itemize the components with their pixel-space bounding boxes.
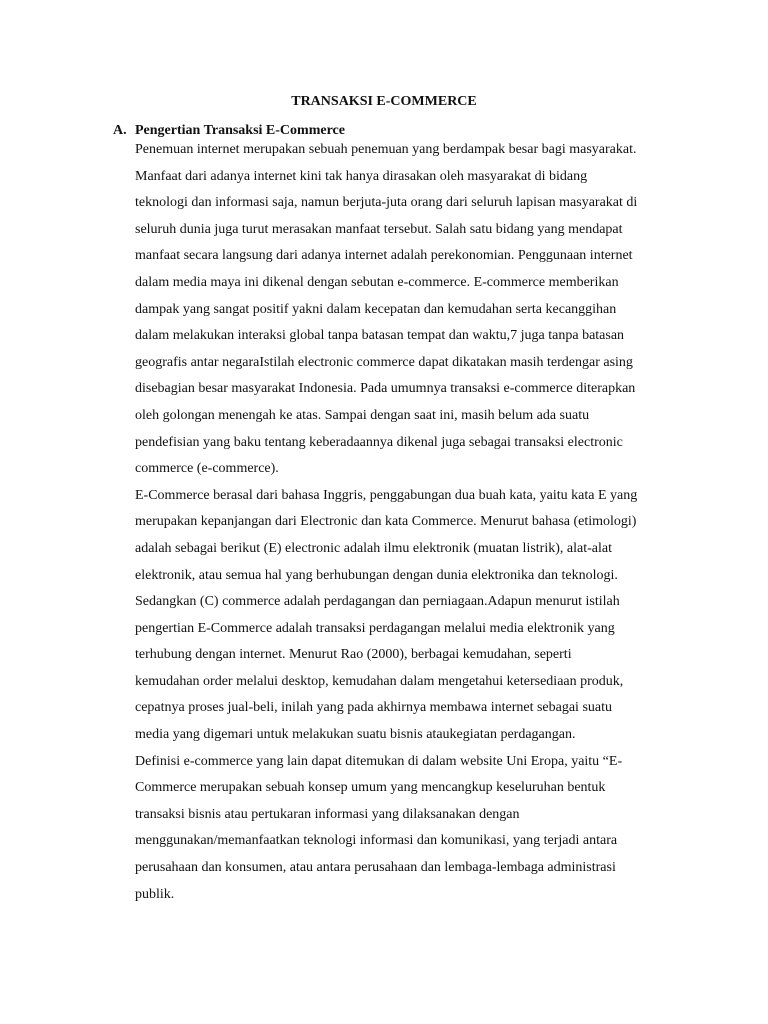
body-line: oleh golongan menengah ke atas. Sampai dengan saat ini, masih belum ada suatu: [135, 407, 590, 423]
body-line: Sedangkan (C) commerce adalah perdagangan dan perniagaan.Adapun menurut istilah: [135, 594, 620, 610]
body-line: dalam melakukan interaksi global tanpa batasan tempat dan waktu,7 juga tanpa batasan: [135, 328, 625, 344]
body-line: adalah sebagai berikut (E) electronic adalah ilmu elektronik (muatan listrik), alat-alat: [135, 540, 612, 556]
body-line: kemudahan order melalui desktop, kemudahan dalam mengetahui ketersediaan produk,: [135, 673, 624, 689]
body-line: dampak yang sangat positif yakni dalam kecepatan dan kemudahan serta kecanggihan: [135, 301, 617, 317]
body-line: Commerce merupakan sebuah konsep umum yang mencangkup keseluruhan bentuk: [135, 780, 606, 796]
body-line: Manfaat dari adanya internet kini tak hanya dirasakan oleh masyarakat di bidang: [135, 168, 588, 184]
section-body: [135, 137, 693, 908]
body-line: pendefisian yang baku tentang keberadaannya dikenal juga sebagai transaksi electronic: [135, 434, 623, 450]
body-line: publik.: [135, 886, 175, 902]
document-title: TRANSAKSI E-COMMERCE: [291, 94, 477, 109]
body-line: Penemuan internet merupakan sebuah penemuan yang berdampak besar bagi masyarakat.: [135, 142, 637, 157]
section-heading-text: Pengertian Transaksi E-Commerce: [135, 123, 345, 138]
section-a: [113, 121, 693, 908]
body-line: manfaat secara langsung dari adanya internet adalah perekonomian. Penggunaan internet: [135, 248, 633, 264]
body-line: seluruh dunia juga turut merasakan manfaat tersebut. Salah satu bidang yang mendapat: [135, 221, 623, 237]
body-line: cepatnya proses jual-beli, inilah yang pada akhirnya membawa internet sebagai suatu: [135, 700, 612, 716]
body-line: terhubung dengan internet. Menurut Rao (2000), berbagai kemudahan, seperti: [135, 647, 572, 663]
body-line: merupakan kepanjangan dari Electronic dan kata Commerce. Menurut bahasa (etimologi): [135, 514, 637, 530]
body-line: pengertian E-Commerce adalah transaksi perdagangan melalui media elektronik yang: [135, 620, 615, 636]
body-line: teknologi dan informasi saja, namun berjuta-juta orang dari seluruh lapisan masyarakat di: [135, 195, 638, 211]
body-line: media yang digemari untuk melakukan suatu bisnis ataukegiatan perdagangan.: [135, 727, 576, 743]
body-line: disebagian besar masyarakat Indonesia. Pada umumnya transaksi e-commerce diterapkan: [135, 381, 636, 397]
body-line: elektronik, atau semua hal yang berhubungan dengan dunia elektronika dan teknologi.: [135, 567, 618, 583]
body-line: geografis antar negaraIstilah electronic commerce dapat dikatakan masih terdengar asing: [135, 354, 633, 370]
section-number: A.: [113, 123, 127, 138]
body-line: transaksi bisnis atau pertukaran informasi yang dilaksanakan dengan: [135, 806, 520, 822]
body-line: dalam media maya ini dikenal dengan sebutan e-commerce. E-commerce memberikan: [135, 274, 619, 290]
body-line: commerce (e-commerce).: [135, 461, 279, 477]
body-line: menggunakan/memanfaatkan teknologi informasi dan komunikasi, yang terjadi antara: [135, 833, 618, 849]
body-line: perusahaan dan konsumen, atau antara perusahaan dan lembaga-lembaga administrasi: [135, 860, 616, 876]
body-line: E-Commerce berasal dari bahasa Inggris, penggabungan dua buah kata, yaitu kata E yang: [135, 487, 638, 503]
body-line: Definisi e-commerce yang lain dapat ditemukan di dalam website Uni Eropa, yaitu “E-: [135, 753, 623, 769]
